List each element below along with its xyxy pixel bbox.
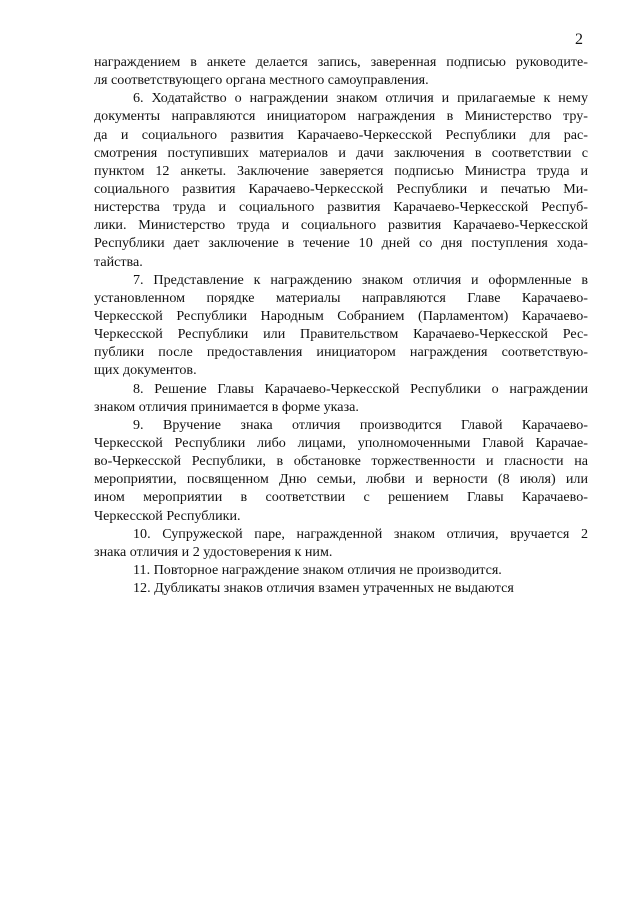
text-line: 9. Вручение знака отличия производится Главой Карачаево- [133,416,588,433]
text-line: ля соответствующего органа местного самоуправления. [94,72,429,89]
text-line: Республики дает заключение в течение 10 дней со дня поступления хода- [94,235,588,252]
document-body [94,53,588,597]
text-line: публики после предоставления инициатором награждения соответствую- [94,344,588,361]
text-line: 11. Повторное награждение знаком отличия не производится. [133,561,502,578]
text-line: тайства. [94,253,143,270]
paragraph-item-9 [94,416,588,525]
text-line: награждением в анкете делается запись, заверенная подписью руководите- [94,54,588,70]
paragraph-item-10 [94,525,588,561]
text-line: Черкесской Республики или Правительством Карачаево-Черкесской Рес- [94,326,588,343]
paragraph-item-12 [94,579,588,597]
text-line: смотрения поступивших материалов и дачи заключения в соответствии с [94,144,588,161]
text-line: Черкесской Республики либо лицами, уполномоченными Главой Карачае- [94,434,588,451]
text-line: 7. Представление к награждению знаком отличия и оформленные в [133,271,588,288]
paragraph-item-11 [94,561,588,579]
text-line: установленном порядке материалы направляются Главе Карачаево- [94,289,588,306]
paragraph-item-7 [94,271,588,380]
text-line: да и социального развития Карачаево-Черкесской Республики для рас- [94,126,588,143]
text-line: ином мероприятии в соответствии с решением Главы Карачаево- [94,489,588,506]
text-line: Черкесской Республики. [94,507,241,524]
page-number: 2 [575,31,583,48]
paragraph-item-6 [94,89,588,270]
text-line: щих документов. [94,362,197,379]
text-line: мероприятии, посвященном Дню семьи, любви и верности (8 июля) или [94,471,588,488]
text-line: 6. Ходатайство о награждении знаком отличия и прилагаемые к нему [133,90,588,107]
text-line: документы направляются инициатором награждения в Министерство тру- [94,108,588,125]
text-line: знаком отличия принимается в форме указа. [94,398,359,415]
text-line: Черкесской Республики Народным Собранием (Парламентом) Карачаево- [94,307,588,324]
text-line: во-Черкесской Республики, в обстановке торжественности и гласности на [94,453,588,470]
paragraph-item-8 [94,380,588,416]
text-line: нистерства труда и социального развития Карачаево-Черкесской Респуб- [94,199,588,216]
text-line: 8. Решение Главы Карачаево-Черкесской Республики о награждении [133,380,588,397]
paragraph-continuation [94,53,588,89]
text-line: знака отличия и 2 удостоверения к ним. [94,543,333,560]
text-line: пунктом 12 анкеты. Заключение заверяется подписью Министра труда и [94,162,588,179]
text-line: 10. Супружеской паре, награжденной знаком отличия, вручается 2 [133,525,588,542]
text-line: лики. Министерство труда и социального развития Карачаево-Черкесской [94,217,588,234]
text-line: социального развития Карачаево-Черкесской Республики и печатью Ми- [94,180,588,197]
text-line: 12. Дубликаты знаков отличия взамен утраченных не выдаются [133,580,514,597]
